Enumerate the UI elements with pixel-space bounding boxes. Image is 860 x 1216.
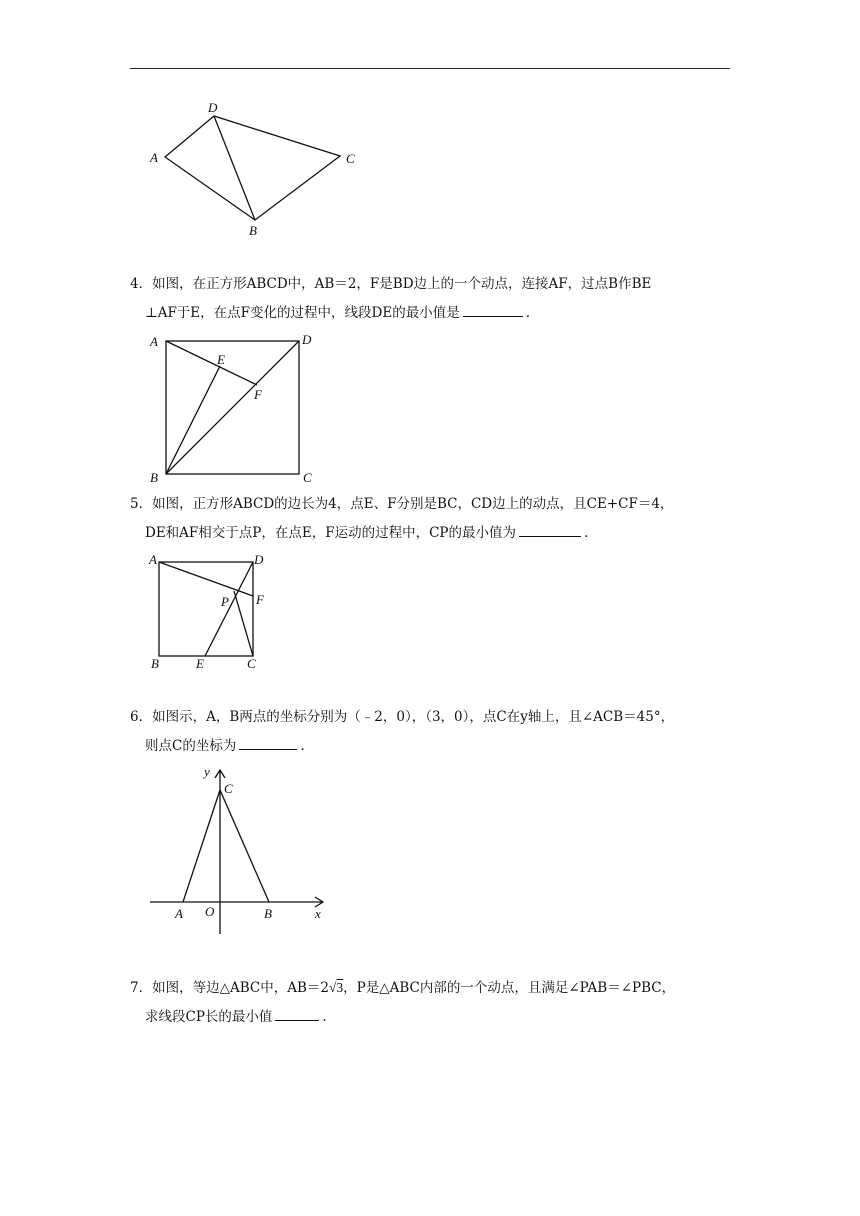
q5-period: . [584,525,589,541]
q6-text-1: 如图示，A，B两点的坐标分别为（﹣2，0），（3，0），点C在y轴上，且∠ACB＝45°， [152,709,675,725]
q6-period: . [300,738,305,754]
q6-figure [145,762,335,942]
q4-period: . [525,305,531,321]
q7-number: 7． [130,980,153,996]
q4-text-1: 如图，在正方形ABCD中，AB＝2，F是BD边上的一个动点，连接AF，过点B作BE [152,276,652,292]
q4-number: 4． [130,276,153,292]
q4-text-2: ⊥AF于E，在点F变化的过程中，线段DE的最小值是 [145,305,460,321]
sqrt-radicand: 3 [336,980,344,995]
q5-number: 5． [130,496,153,512]
quadrilateral-outline [165,116,340,220]
quadrilateral-figure [140,95,380,245]
q7-answer-blank[interactable] [275,1004,319,1021]
q4-label-f: F [254,387,262,402]
q6-label-y: y [204,764,210,779]
label-c: C [346,151,355,166]
q5-label-d: D [254,552,264,567]
q4-label-c: C [303,470,312,485]
q7-text-2: 求线段CP长的最小值 [145,1009,273,1025]
q5-text-1: 如图，正方形ABCD的边长为4，点E、F分别是BC，CD边上的动点，且CE+CF＝4， [152,496,674,512]
q6-label-b: B [264,906,272,921]
q4-segment-be [166,366,220,474]
q4-line-1 [130,270,730,299]
diagonal-db [214,116,255,220]
q4-label-e: E [217,352,225,367]
question-5 [130,490,730,548]
label-a: A [150,150,158,165]
q5-segment-de [205,562,253,656]
q5-label-a: A [149,552,157,567]
q6-segment-ac [183,790,220,902]
q7-period: . [322,1009,327,1025]
question-6 [130,703,730,761]
label-d: D [208,100,218,115]
question-7 [130,973,730,1032]
q6-line-1 [130,703,730,732]
q5-label-c: C [247,656,256,671]
q6-answer-blank[interactable] [239,733,297,750]
q4-label-a: A [150,334,158,349]
q4-figure [145,330,325,490]
q6-label-a: A [175,906,183,921]
q6-label-x: x [315,906,321,921]
header-rule [130,68,730,69]
q5-text-2: DE和AF相交于点P，在点E，F运动的过程中，CP的最小值为 [145,525,517,541]
q7-text-1a: 如图，等边△ABC中，AB＝2 [152,980,329,996]
q7-line-1 [130,973,730,1003]
q4-label-d: D [302,332,312,347]
q6-line-2 [130,732,730,761]
q7-line-2 [130,1003,730,1032]
q6-segment-bc [220,790,269,902]
sqrt-symbol: √3 [328,980,344,995]
question-4 [130,270,730,328]
q5-segment-cp [234,591,253,656]
q5-label-f: F [256,592,264,607]
q5-line-1 [130,490,730,519]
q7-text-1b: ，P是△ABC内部的一个动点，且满足∠PAB＝∠PBC， [343,980,676,996]
q4-label-b: B [150,470,158,485]
q5-label-b: B [151,656,159,671]
q4-diagonal-bd [166,341,299,474]
label-b: B [249,223,257,238]
q5-answer-blank[interactable] [519,520,581,537]
q4-answer-blank[interactable] [463,300,523,317]
q4-segment-af [166,341,257,385]
q6-label-c: C [224,781,233,796]
q5-label-e: E [196,656,204,671]
q6-text-2: 则点C的坐标为 [145,738,237,754]
q4-line-2 [130,299,730,328]
q5-line-2 [130,519,730,548]
q5-figure [145,548,275,673]
q5-label-p: P [221,594,229,609]
q6-label-o: O [205,904,215,919]
q6-number: 6． [130,709,153,725]
